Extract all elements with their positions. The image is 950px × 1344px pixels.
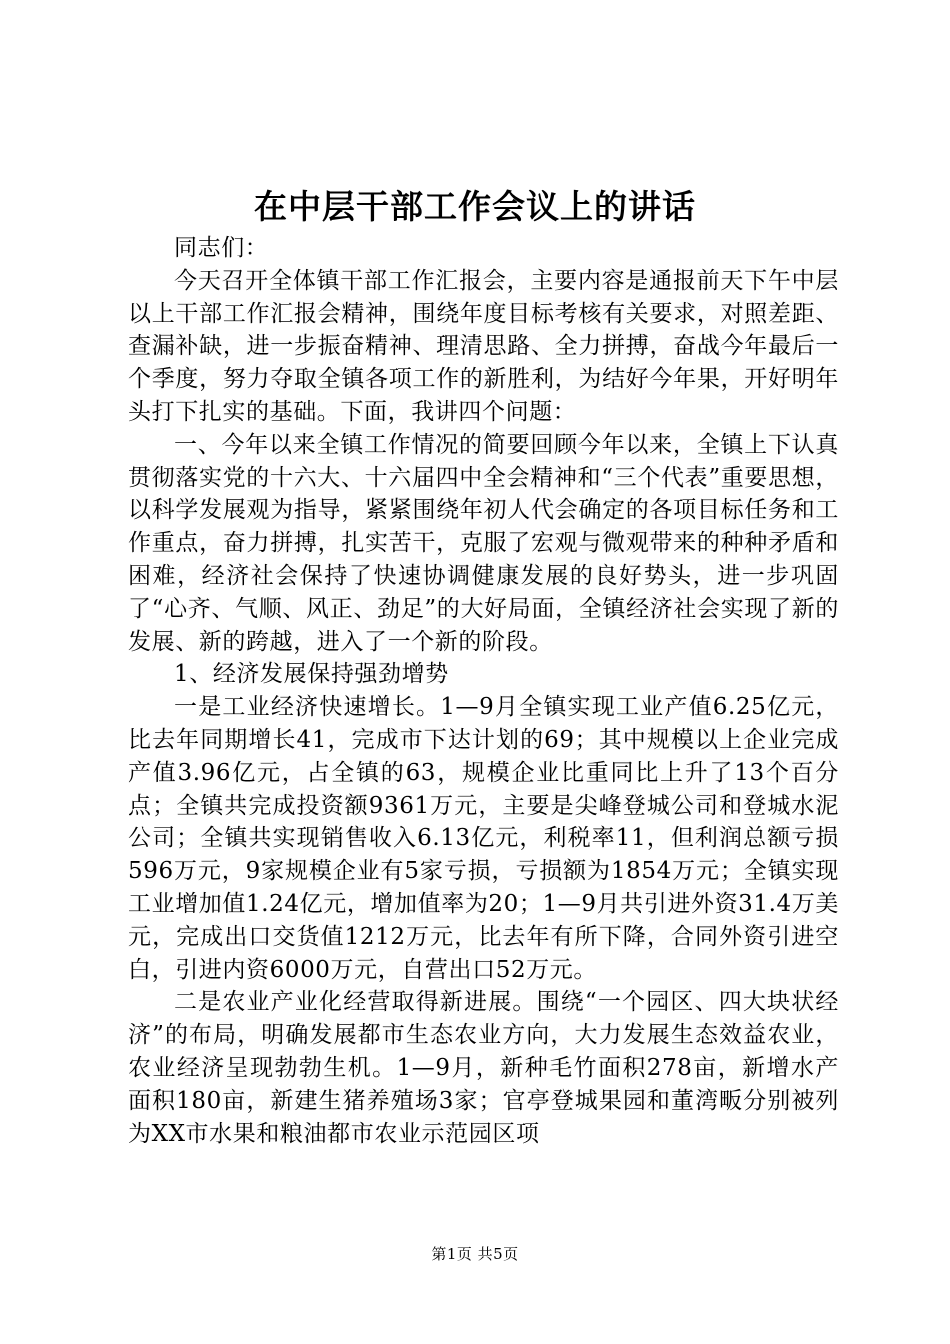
document-body <box>128 232 839 1150</box>
subsection-heading: 1、经济发展保持强劲增势 <box>174 661 449 688</box>
intro-paragraph: 今天召开全体镇干部工作汇报会，主要内容是通报前天下午中层以上干部工作汇报会精神，围绕年度目标考核有关要求，对照差距、查漏补缺，进一步振奋精神、理清思路、全力拼搏，奋战今年最后一个季度，努力夺取全镇各项工作的新胜利，为结好今年果，开好明年头打下扎实的基础。下面，我讲四个问题： <box>128 267 839 425</box>
salutation-paragraph: 同志们： <box>174 235 269 261</box>
industry-paragraph: 一是工业经济快速增长。1—9月全镇实现工业产值6.25亿元，比去年同期增长41，完成市下达计划的69；其中规模以上企业完成产值3.96亿元，占全镇的63，规模企业比重同比上升了13个百分点；全镇共完成投资额9361万元，主要是尖峰登城公司和登城水泥公司；全镇共实现销售收入6.13亿元，利税率11，但利润总额亏损596万元，9家规模企业有5家亏损，亏损额为1854万元；全镇实现工业增加值1.24亿元，增加值率为20；1—9月共引进外资31.4万美元，完成出口交货值1212万元，比去年有所下降，合同外资引进空白，引进内资6000万元，自营出口52万元。 <box>128 694 839 983</box>
document-title: 在中层干部工作会议上的讲话 <box>254 187 696 226</box>
agriculture-paragraph: 二是农业产业化经营取得新进展。围绕“一个园区、四大块状经济”的布局，明确发展都市生态农业方向，大力发展生态效益农业，农业经济呈现勃勃生机。1—9月，新种毛竹面积278亩，新增水产面积180亩，新建生猪养殖场3家；官亭登城果园和董湾畈分别被列为XX市水果和粮油都市农业示范园区项 <box>128 989 839 1147</box>
section-one-paragraph: 一、今年以来全镇工作情况的简要回顾今年以来，全镇上下认真贯彻落实党的十六大、十六届四中全会精神和“三个代表”重要思想，以科学发展观为指导，紧紧围绕年初人代会确定的各项目标任务和工作重点，奋力拼搏，扎实苦干，克服了宏观与微观带来的种种矛盾和困难，经济社会保持了快速协调健康发展的良好势头，进一步巩固了“心齐、气顺、风正、劲足”的大好局面，全镇经济社会实现了新的发展、新的跨越，进入了一个新的阶段。 <box>128 431 839 655</box>
page-number-footer: 第1页 共5页 <box>431 1245 519 1263</box>
